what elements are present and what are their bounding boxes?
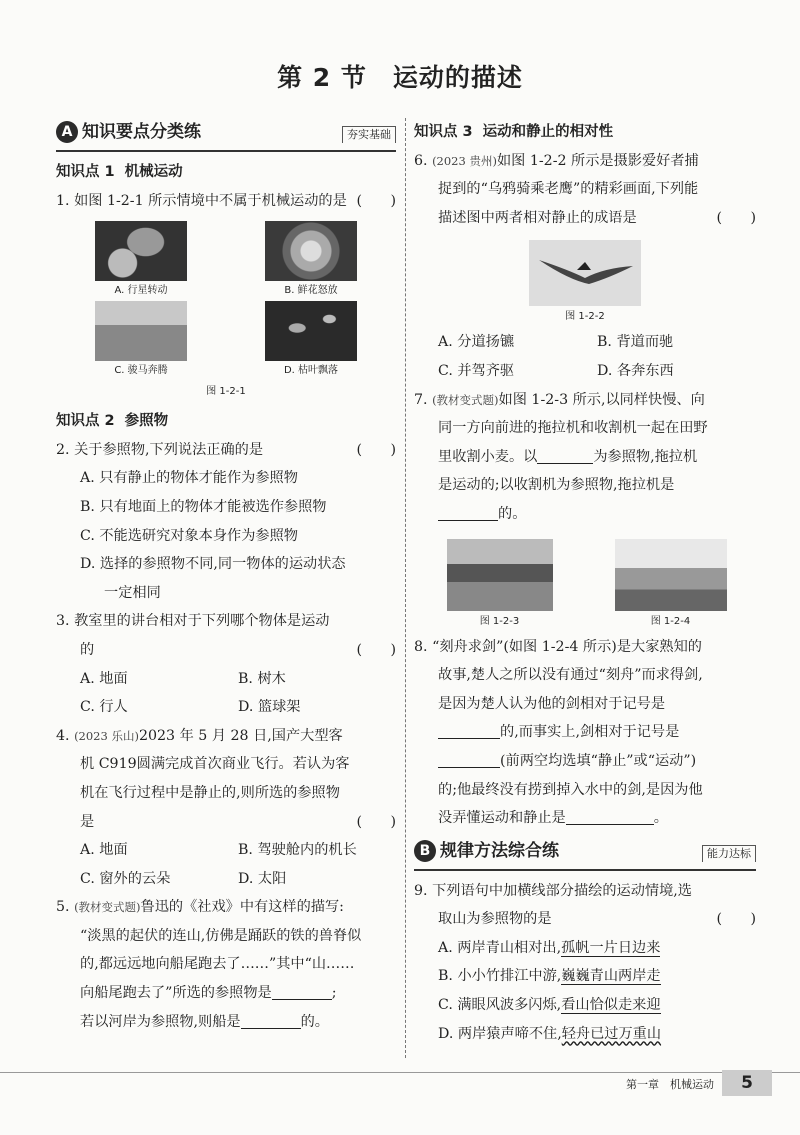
column-divider bbox=[405, 118, 406, 1058]
leaves-image bbox=[265, 301, 357, 361]
section-a-badge: A bbox=[56, 121, 78, 143]
q2-option-c: C. 不能选研究对象本身作为参照物 bbox=[80, 527, 298, 544]
figure-planets: A. 行星转动 bbox=[61, 221, 221, 301]
planets-image bbox=[95, 221, 187, 281]
q5-line5: 若以河岸为参照物,则船是 的。 bbox=[56, 1008, 396, 1037]
figure-1-2-1-label: 图 1-2-1 bbox=[206, 386, 246, 398]
q6-line3: 描述图中两者相对静止的成语是 ( ) bbox=[438, 209, 756, 226]
figure-1-2-2-label: 图 1-2-2 bbox=[565, 311, 605, 323]
answer-blank[interactable] bbox=[438, 502, 498, 521]
q4-options-ab: A. 地面 B. 驾驶舱内的机长 bbox=[80, 842, 357, 859]
footer-rule bbox=[0, 1072, 800, 1073]
footer-chapter: 第一章 机械运动 bbox=[626, 1078, 714, 1091]
q9-option-a: A. 两岸青山相对出,孤帆一片日边来 bbox=[438, 939, 661, 956]
answer-blank[interactable] bbox=[438, 749, 500, 768]
figure-1-2-3: 图 1-2-3 bbox=[425, 539, 575, 633]
question-3: 3. 教室里的讲台相对于下列哪个物体是运动 bbox=[56, 613, 330, 630]
question-7: 7. (教材变式题)如图 1-2-3 所示,以同样快慢、向 bbox=[414, 391, 705, 408]
figures-1-2-3-and-4 bbox=[414, 539, 756, 633]
left-column: A 知识要点分类练 夯实基础 知识点 1 机械运动 1. 如图 1-2-1 所示情境中不属于机械运动的是 ( ) A. 行星转动 B. 鲜花怒放 C. 骏马奔腾 D. 枯叶飘落 图 1-2-1 知识点 2 参照物 2. 关于参照物,下列说法正确的是 ( ) A. 只有静止的物体才能作为参照物 B. 只有地面上的物体才能被选作参照物 C. 不能选研究对象本身作为参照物 D. 选择的参照物不同,同一物体的运动状态 一定相同 3. 教室里的讲台相对于下列哪个物体是运动 的 ( ) A. 地面 B. 树木 C. 行人 D. 篮球架 4. (2023 乐山)2023 年 5 月 28 日,国产大型客 机 C919圆满完成首次商业飞行。若认为客 机在飞行过程中是静止的,则所选的参照物 是 ( ) A. 地面 B. 驾驶舱内的机长 C. 窗外的云朵 D. 太阳 5. (教材变式题)鲁迅的《社戏》中有这样的描写: “淡黑的起伏的连山,仿佛是踊跃的铁的兽脊似 的,都远远地向船尾跑去了……”其中“山…… 向船尾跑去了”所选的参照物是 ; 若以河岸为参照物,则船是 的。 bbox=[56, 118, 396, 1036]
q9-line2: 取山为参照物的是 ( ) bbox=[438, 911, 756, 928]
q3-line2: 的 ( ) bbox=[80, 641, 396, 658]
answer-blank[interactable] bbox=[566, 806, 654, 825]
question-6: 6. (2023 贵州)如图 1-2-2 所示是摄影爱好者捕 bbox=[414, 152, 699, 169]
answer-blank[interactable] bbox=[241, 1010, 301, 1029]
section-a-title: 知识要点分类练 bbox=[82, 122, 201, 142]
figure-1-2-4: 图 1-2-4 bbox=[596, 539, 746, 633]
boat-sword-image bbox=[615, 539, 727, 611]
section-a-tag: 夯实基础 bbox=[342, 126, 396, 143]
flower-image bbox=[265, 221, 357, 281]
q2-option-b: B. 只有地面上的物体才能被选作参照物 bbox=[80, 498, 327, 515]
q5-line4: 向船尾跑去了”所选的参照物是 ; bbox=[56, 979, 396, 1008]
kp3-heading: 知识点 3 运动和静止的相对性 bbox=[414, 124, 614, 140]
q8-line7: 没弄懂运动和静止是 。 bbox=[414, 804, 756, 833]
figure-1-2-2 bbox=[529, 240, 641, 306]
figure-flower: B. 鲜花怒放 bbox=[231, 221, 391, 301]
harvester-image bbox=[447, 539, 553, 611]
eagle-crow-image bbox=[529, 240, 641, 306]
question-4: 4. (2023 乐山)2023 年 5 月 28 日,国产大型客 bbox=[56, 727, 343, 744]
figure-leaves: D. 枯叶飘落 bbox=[231, 301, 391, 381]
question-1: 1. 如图 1-2-1 所示情境中不属于机械运动的是 ( ) bbox=[56, 192, 396, 209]
question-8: 8. “刻舟求剑”(如图 1-2-4 所示)是大家熟知的 bbox=[414, 638, 702, 655]
kp2-heading: 知识点 2 参照物 bbox=[56, 413, 169, 430]
section-b-badge: B bbox=[414, 840, 436, 862]
q9-option-d: D. 两岸猿声啼不住,轻舟已过万重山 bbox=[438, 1025, 662, 1042]
page-title: 第 2 节 运动的描述 bbox=[277, 63, 523, 92]
answer-blank[interactable] bbox=[438, 720, 500, 739]
section-a-banner bbox=[56, 118, 396, 152]
q2-option-d: D. 选择的参照物不同,同一物体的运动状态 bbox=[80, 556, 346, 573]
figure-1-2-1 bbox=[56, 221, 396, 381]
figure-horses: C. 骏马奔腾 bbox=[61, 301, 221, 381]
q6-options-ab: A. 分道扬镳 B. 背道而驰 bbox=[438, 334, 674, 351]
q3-options-ab: A. 地面 B. 树木 bbox=[80, 670, 286, 687]
answer-blank[interactable] bbox=[537, 445, 593, 464]
q8-line4: 的,而事实上,剑相对于记号是 bbox=[414, 718, 756, 747]
question-9: 9. 下列语句中加横线部分描绘的运动情境,选 bbox=[414, 882, 692, 899]
question-2: 2. 关于参照物,下列说法正确的是 ( ) bbox=[56, 441, 396, 458]
q2-option-d-cont: 一定相同 bbox=[104, 584, 161, 601]
kp1-heading: 知识点 1 机械运动 bbox=[56, 164, 183, 180]
q6-options-cd: C. 并驾齐驱 D. 各奔东西 bbox=[438, 362, 674, 379]
section-b-title: 规律方法综合练 bbox=[440, 840, 559, 861]
q7-line3: 里收割小麦。以 为参照物,拖拉机 bbox=[414, 443, 756, 472]
answer-blank[interactable] bbox=[272, 981, 332, 1000]
right-column: 知识点 3 运动和静止的相对性 6. (2023 贵州)如图 1-2-2 所示是摄影爱好者捕 捉到的“乌鸦骑乘老鹰”的精彩画面,下列能 描述图中两者相对静止的成语是 ( ) 图 1-2-2 A. 分道扬镳 B. 背道而驰 C. 并驾齐驱 D. 各奔东西 7. (教材变式题)如图 1-2-3 所示,以同样快慢、向 同一方向前进的拖拉机和收割机一起在田野 里收割小麦。以 为参照物,拖拉机 是运动的;以收割机为参照物,拖拉机是 的。 图 1-2-3 图 1-2-4 8. “刻舟求剑”(如图 1-2-4 所示)是大家熟知的 故事,楚人之所以没有通过“刻舟”而求得剑, 是因为楚人认为他的剑相对于记号是 的,而事实上,剑相对于记号是 (前两空均选填“静止”或“运动”) 的;他最终没有捞到掉入水中的剑,是因为他 没弄懂运动和静止是 。 B 规律方法综合练 能力达标 9. 下列语句中加横线部分描绘的运动情境,选 取山为参照物的是 ( ) A. 两岸青山相对出,孤帆一片日边来 B. 小小竹排江中游,巍巍青山两岸走 C. 满眼风波多闪烁,看山恰似走来迎 D. 两岸猿声啼不住,轻舟已过万重山 bbox=[414, 118, 756, 1048]
horses-image bbox=[95, 301, 187, 361]
question-5: 5. (教材变式题)鲁迅的《社戏》中有这样的描写: bbox=[56, 899, 344, 916]
section-b-banner bbox=[414, 837, 756, 871]
q2-option-a: A. 只有静止的物体才能作为参照物 bbox=[80, 470, 298, 487]
q9-option-c: C. 满眼风波多闪烁,看山恰似走来迎 bbox=[438, 997, 661, 1014]
q9-option-b: B. 小小竹排江中游,巍巍青山两岸走 bbox=[438, 968, 661, 985]
q4-line4: 是 ( ) bbox=[80, 813, 396, 830]
q4-options-cd: C. 窗外的云朵 D. 太阳 bbox=[80, 870, 287, 887]
page-number: 5 bbox=[722, 1070, 772, 1096]
section-b-tag: 能力达标 bbox=[702, 845, 756, 862]
q7-line5: 的。 bbox=[414, 500, 756, 529]
q3-options-cd: C. 行人 D. 篮球架 bbox=[80, 699, 301, 716]
q8-line5: (前两空均选填“静止”或“运动”) bbox=[414, 747, 756, 776]
